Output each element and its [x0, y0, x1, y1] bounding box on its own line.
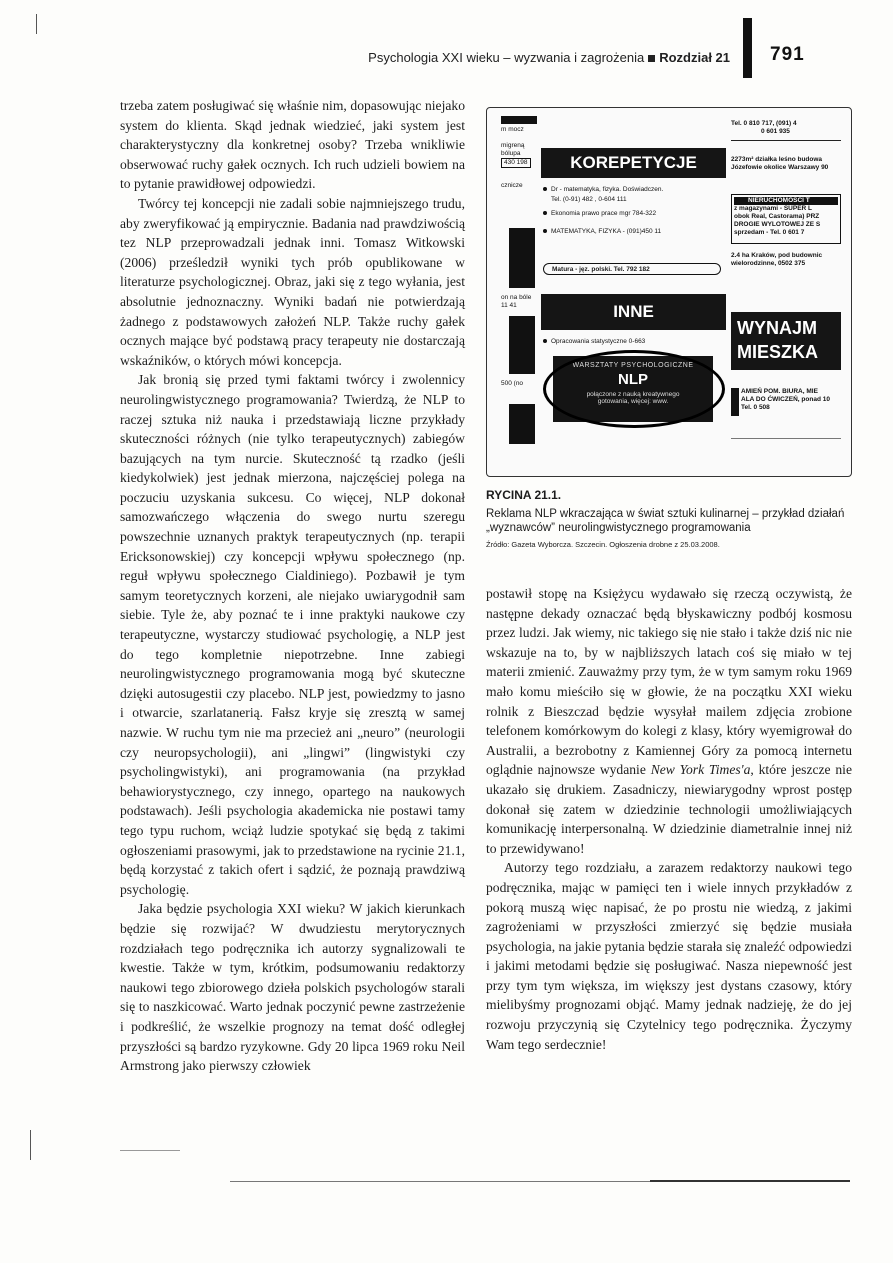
clip-text: migreną — [501, 142, 525, 149]
ad-line: Dr - matematyka, fizyka. Doświadczen. — [543, 186, 663, 193]
running-header — [300, 50, 730, 65]
clip-text: Tel. 0 508 — [741, 404, 770, 411]
ad-pill: Matura - jęz. polski. Tel. 792 182 — [543, 263, 721, 275]
caption-source: Źródło: Gazeta Wyborcza. Szczecin. Ogłoszenia drobne z 25.03.2008. — [486, 540, 720, 549]
clip-text: ALA DO ĆWICZEŃ, ponad 10 — [741, 396, 830, 403]
paragraph: Twórcy tej koncepcji nie zadali sobie najmniejszego trudu, aby zweryfikować ją empirycznie. Badania nad prawdziwością tez NLP przeprowadzali jednak inni. Tomasz Witkowski (2006) prześledził wyniki tych prób opublikowane w literaturze psychologicznej. Obraz, jaki się z tego wyłania, jest absolutnie jednoznaczny. Wyniki badań nie potwierdzają żadnego z podstawowych założeń NLP. Także ruchy gałek ocznych mające być podstawą pracy terapeuty nie dostarczają wskaźników, o których mówi koncepcja. — [120, 195, 465, 368]
band-text: MIESZKA — [737, 342, 818, 362]
boxed-ad — [731, 194, 841, 244]
band-inne: INNE — [541, 294, 726, 330]
figure-caption — [486, 488, 852, 549]
clip-text: 11 41 — [501, 302, 517, 309]
scan-artifact — [120, 1150, 180, 1151]
paragraph-text: postawił stopę na Księżycu wydawało się rzeczą oczywistą, że następne dekady oznaczać będą błyskawiczny podbój kosmosu przez ludzi. Jak wiemy, nic takiego się nie stało i także dziś nic nie wskazuje na to, by w najbliższych latach coś się miało w tej materii zmienić. Zauważmy przy tym, że w tym samym roku 1969 mało komu mieściło się w głowie, że na początku XXI wieku rolnik z Bieszczad będzie wysyłał mailem zdjęcia zrobione telefonem komórkowym do kolegi z klasy, który wyemigrował do Australii, a bezrobotny z Kamiennej Góry za pomocą internetu oglądnie najnowsze wydanie — [486, 586, 852, 778]
clip-text: z magazynami - SUPER L — [734, 205, 813, 212]
scan-artifact — [30, 1130, 31, 1160]
clip-text: Józefowie okolice Warszawy 90 — [731, 164, 829, 171]
header-bar — [743, 18, 752, 78]
scan-artifact — [230, 1181, 650, 1182]
paragraph: Autorzy tego rozdziału, a zarazem redaktorzy naukowi tego podręcznika, mając w pamięci ten i wiele innych przykładów z pokorą muszą więc napisać, że po prostu nie wiedzą, z jakimi zagrożeniami w przyszłości zmierzyć się będzie musiała psychologia, na jakie pytania będzie starała się znaleźć odpowiedzi i jakimi metodami będzie się posługiwać. Nasza niepewność jest przy tym tym większa, im większy jest dystans czasowy, który mielibyśmy prognozami objąć. Mamy jednak nadzieję, że do jej rozwoju przyczynią się Czytelnicy tego podręcznika. Życzymy Wam tego serdecznie! — [486, 860, 852, 1052]
scan-artifact — [36, 14, 37, 34]
ad-line: MATEMATYKA, FIZYKA - (091)450 11 — [543, 228, 661, 235]
clip-text: DROGIE WYLOTOWEJ ZE S — [734, 221, 821, 228]
clip-text: 2273m² działka leśno budowa — [731, 156, 823, 163]
figure-newspaper-ads — [486, 107, 852, 477]
paragraph — [486, 584, 852, 858]
clip-text: 500 (no — [501, 380, 524, 387]
clip-text: m mocz — [501, 126, 524, 133]
clip-text: NIERUCHOMOŚCI T — [734, 197, 838, 205]
left-column — [120, 96, 465, 1076]
clip-text: obok Real, Castorama) PRZ — [734, 213, 820, 220]
nlp-ad-text: gotowania, więcej: www. — [597, 398, 669, 405]
scan-artifact — [650, 1180, 850, 1182]
nlp-ad-heading: WARSZTATY PSYCHOLOGICZNE — [572, 362, 694, 369]
clip-text: bólupa — [501, 150, 521, 157]
clip-text: AMIEŃ POM. BIURA, MIE — [741, 388, 818, 395]
band-korepetycje: KOREPETYCJE — [541, 148, 726, 178]
clip-text: 0 601 935 — [761, 128, 790, 135]
paragraph: trzeba zatem posługiwać się właśnie nim, dopasowując niejako system do klienta. Skąd jednak wiedzieć, jaki system jest charakterystyczny dla konkretnej osoby? Trzeba wnikliwie obserwować ruchy gałek ocznych. Ich ruch udzieli bowiem na to pytanie prawidłowej odpowiedzi. — [120, 98, 465, 192]
ad-line: Opracowania statystyczne 0-663 — [543, 338, 645, 345]
clip-text: Tel. 0 810 717, (091) 4 — [731, 120, 797, 127]
paragraph: Jaka będzie psychologia XXI wieku? W jakich kierunkach będzie się rozwijać? W dwudziestu merytorycznych rozdziałach tego podręcznika ich autorzy sygnalizowali te kwestie. Także w tym, krótkim, podsumowaniu redaktorzy naukowi tego zbiorowego dzieła polskich psychologów starali się to naszkicować. Warto jednak poczynić pewne zastrzeżenie i podkreślić, że wszelkie prognozy na temat dość odległej przyszłości są bardzo ryzykowne. Gdy 20 lipca 1969 roku Neil Armstrong jako pierwszy człowiek — [120, 901, 465, 1074]
clip-text: wielorodzinne, 0502 375 — [731, 260, 806, 267]
page-number: 791 — [770, 44, 805, 65]
paragraph-text: , które jeszcze nie ukazało się drukiem. Zasadniczy, niewiarygodny wprost postęp dokonał się zatem w dziedzinie technologii umożliwiających komunikację interpersonalną. W dziedzinie diametralnie innej niż to przewidywano! — [486, 762, 852, 856]
ad-line: Ekonomia prawo prace mgr 784-322 — [543, 210, 656, 217]
clip-text: cznicze — [501, 182, 523, 189]
band-text: WYNAJM — [737, 318, 817, 338]
clip-text: 430 198 — [501, 158, 531, 168]
figure-right-clip — [731, 116, 841, 468]
nlp-ad-text: połączone z nauką kreatywnego — [586, 391, 680, 398]
caption-label: RYCINA 21.1. — [486, 488, 562, 502]
newspaper-title: New York Times'a — [650, 762, 751, 778]
figure-middle-clip — [541, 116, 726, 468]
figure-left-clip — [501, 116, 537, 468]
square-bullet-icon — [648, 55, 655, 62]
clip-text: 2.4 ha Kraków, pod budownic — [731, 252, 823, 259]
right-column — [486, 584, 852, 1054]
ad-line: Tel. (0-91) 482 , 0-604 111 — [551, 196, 627, 203]
running-title: Psychologia XXI wieku – wyzwania i zagrożenia — [368, 50, 645, 65]
paragraph: Jak bronią się przed tymi faktami twórcy i zwolennicy neurolingwistycznego programowania? Twierdzą, że NLP to raczej sztuka niż nauka i przedstawiają liczne przykłady skuteczności różnych (nie tylko terapeutycznych) zabiegów bazujących na tym nurcie. Skuteczność tą rzadko (jeśli kiedykolwiek) jest jednak mierzona, najczęściej polega na poczuciu uzyskania sukcesu. Co więcej, NLP dokonał samozwańczego włączenia do swego nurtu szeregu powszechnie uznanych praktyk terapeutycznych (np. terapii Ericksonowskiej) czy koncepcji wpływu społecznego (np. reguł wpływu społecznego Cialdiniego). Pozbawił je tym samym teoretycznych korzeni, ale niejako uwiarygodnił sam siebie. Tyle że, aby poznać te i inne praktyki naukowe czy terapeutyczne, wystarczy studiować psychologię, a NLP jest do tego kompletnie niepotrzebne. Inne zabiegi neurolingwistycznego programowania mogą być skuteczne dzięki autosugestii czy placebo. NLP jest, powiedzmy to jasno i otwarcie, szarlatanerią. Fałsz kryje się zresztą w samej nazwie. W ruchu tym nie ma przecież ani „neuro” (neurologii czy neuropsychologii), ani „lingwi” (lingwistyki czy psycholingwistyki), ani programowania (na przykład behawiorystycznego, czy innego, opartego na naukowych podstawach). Jeśli psychologia akademicka nie postawi tamy tego typu ruchom, wciąż ludzie spotykać się będą z takimi ogłoszeniami prasowymi, jak to przedstawione na rycinie 21.1, będą korzystać z takich ofert i sądzić, że poznają prawdziwą psychologię. — [120, 372, 465, 897]
clip-text: sprzedam - Tel. 0 601 7 — [734, 229, 805, 236]
highlight-oval — [543, 350, 725, 428]
caption-text: Reklama NLP wkraczająca w świat sztuki kulinarnej – przykład działań „wyznawców” neurolingwistycznego programowania — [486, 508, 845, 534]
clip-text: on na bóle — [501, 294, 532, 301]
chapter-label: Rozdział 21 — [659, 50, 730, 65]
nlp-ad-title: NLP — [618, 371, 648, 388]
band-wynajmu — [731, 312, 841, 370]
